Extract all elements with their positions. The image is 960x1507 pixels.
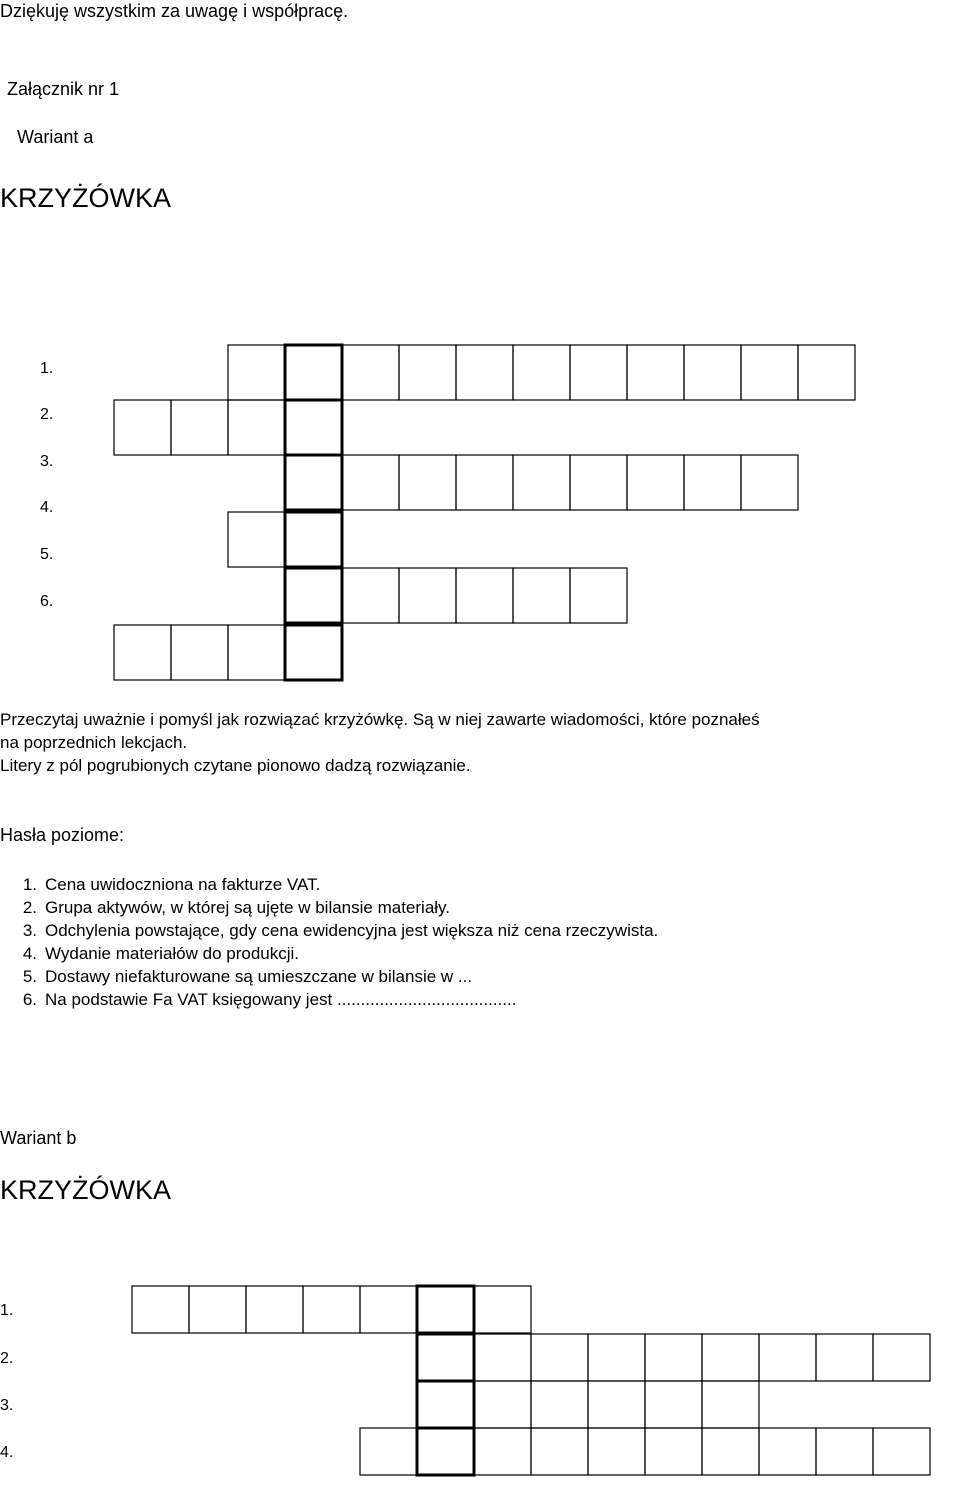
crossword-solution-cell[interactable] [285, 512, 342, 567]
crossword-cell[interactable] [171, 625, 228, 680]
clue-item [0, 919, 960, 942]
crossword-cell[interactable] [645, 1428, 702, 1475]
crossword-cell[interactable] [588, 1381, 645, 1428]
variant-a-row-number: 4. [40, 499, 54, 516]
variant-a-heading: KRZYŻÓWKA [0, 183, 172, 213]
crossword-cell[interactable] [513, 345, 570, 400]
clue-number: 2. [22, 898, 37, 917]
crossword-cell[interactable] [702, 1334, 759, 1381]
variant-b-heading: KRZYŻÓWKA [0, 1175, 172, 1205]
crossword-cell[interactable] [513, 568, 570, 623]
clue-text: Wydanie materiałów do produkcji. [45, 944, 300, 963]
clues-heading: Hasła poziome: [0, 825, 125, 845]
crossword-cell[interactable] [741, 455, 798, 510]
clue-text: Cena uwidoczniona na fakturze VAT. [45, 875, 321, 894]
variant-a-row-number: 3. [40, 453, 54, 470]
crossword-cell[interactable] [570, 345, 627, 400]
clue-number: 3. [22, 921, 37, 940]
variant-b-row-number: 4. [0, 1444, 14, 1461]
crossword-cell[interactable] [474, 1286, 531, 1333]
variant-a-row-number: 2. [40, 406, 54, 423]
crossword-cell[interactable] [873, 1334, 930, 1381]
thanks-text: Dziękuję wszystkim za uwagę i współpracę. [0, 1, 349, 21]
crossword-solution-cell[interactable] [417, 1428, 474, 1475]
clue-list [0, 873, 960, 1011]
crossword-solution-cell[interactable] [285, 400, 342, 455]
instructions-line-2: na poprzednich lekcjach. [0, 733, 188, 752]
crossword-cell[interactable] [342, 455, 399, 510]
variant-a-row-number: 1. [40, 360, 54, 377]
crossword-cell[interactable] [873, 1428, 930, 1475]
crossword-cell[interactable] [645, 1334, 702, 1381]
clue-item [0, 988, 960, 1011]
crossword-cell[interactable] [360, 1286, 417, 1333]
clue-number: 1. [22, 875, 37, 894]
crossword-solution-cell[interactable] [285, 455, 342, 510]
crossword-solution-cell[interactable] [417, 1381, 474, 1428]
clue-item [0, 896, 960, 919]
variant-b-row-number: 1. [0, 1302, 14, 1319]
crossword-solution-cell[interactable] [417, 1286, 474, 1333]
crossword-solution-cell[interactable] [285, 568, 342, 623]
crossword-cell[interactable] [759, 1334, 816, 1381]
crossword-cell[interactable] [513, 455, 570, 510]
appendix-label: Załącznik nr 1 [7, 79, 120, 99]
crossword-cell[interactable] [627, 455, 684, 510]
crossword-cell[interactable] [570, 568, 627, 623]
crossword-grid-variant-a [114, 345, 855, 680]
clue-text: Dostawy niefakturowane są umieszczane w bilansie w ... [45, 967, 473, 986]
variant-b-row-number: 3. [0, 1397, 14, 1414]
crossword-cell[interactable] [342, 345, 399, 400]
crossword-cell[interactable] [246, 1286, 303, 1333]
instructions-line-1: Przeczytaj uważnie i pomyśl jak rozwiązać krzyżówkę. Są w niej zawarte wiadomości, które poznałeś [0, 710, 760, 729]
crossword-cell[interactable] [531, 1428, 588, 1475]
crossword-cell[interactable] [399, 455, 456, 510]
crossword-cell[interactable] [189, 1286, 246, 1333]
crossword-cell[interactable] [399, 568, 456, 623]
crossword-cell[interactable] [303, 1286, 360, 1333]
instructions [0, 708, 960, 777]
crossword-cell[interactable] [684, 345, 741, 400]
crossword-cell[interactable] [474, 1381, 531, 1428]
crossword-solution-cell[interactable] [285, 345, 342, 400]
crossword-cell[interactable] [798, 345, 855, 400]
crossword-cell[interactable] [132, 1286, 189, 1333]
variant-b-row-number: 2. [0, 1350, 14, 1367]
crossword-cell[interactable] [531, 1381, 588, 1428]
crossword-cell[interactable] [360, 1428, 417, 1475]
crossword-cell[interactable] [588, 1334, 645, 1381]
clue-text: Odchylenia powstające, gdy cena ewidencyjna jest większa niż cena rzeczywista. [45, 921, 659, 940]
crossword-cell[interactable] [456, 455, 513, 510]
crossword-cell[interactable] [759, 1428, 816, 1475]
crossword-cell[interactable] [228, 400, 285, 455]
crossword-solution-cell[interactable] [417, 1334, 474, 1381]
crossword-cell[interactable] [171, 400, 228, 455]
crossword-cell[interactable] [741, 345, 798, 400]
instructions-line-3: Litery z pól pogrubionych czytane pionowo dadzą rozwiązanie. [0, 756, 471, 775]
crossword-cell[interactable] [816, 1428, 873, 1475]
crossword-cell[interactable] [456, 345, 513, 400]
crossword-cell[interactable] [228, 345, 285, 400]
crossword-cell[interactable] [114, 625, 171, 680]
crossword-solution-cell[interactable] [285, 625, 342, 680]
crossword-cell[interactable] [702, 1381, 759, 1428]
crossword-cell[interactable] [627, 345, 684, 400]
clue-number: 5. [22, 967, 37, 986]
crossword-cell[interactable] [228, 512, 285, 567]
crossword-cell[interactable] [645, 1381, 702, 1428]
crossword-cell[interactable] [474, 1334, 531, 1381]
variant-b-label: Wariant b [0, 1128, 77, 1148]
clue-number: 6. [22, 990, 37, 1009]
crossword-grid-variant-b [132, 1286, 930, 1475]
variant-a-label: Wariant a [17, 127, 94, 147]
crossword-cell[interactable] [342, 568, 399, 623]
crossword-cell[interactable] [228, 625, 285, 680]
clue-item [0, 965, 960, 988]
variant-a-row-number: 6. [40, 593, 54, 610]
crossword-cell[interactable] [816, 1334, 873, 1381]
crossword-cell[interactable] [114, 400, 171, 455]
variant-a-row-number: 5. [40, 546, 54, 563]
crossword-cell[interactable] [456, 568, 513, 623]
crossword-cell[interactable] [474, 1428, 531, 1475]
crossword-cell[interactable] [588, 1428, 645, 1475]
crossword-cell[interactable] [684, 455, 741, 510]
crossword-cell[interactable] [570, 455, 627, 510]
crossword-cell[interactable] [702, 1428, 759, 1475]
clue-item [0, 942, 960, 965]
clue-number: 4. [22, 944, 37, 963]
crossword-cell[interactable] [531, 1334, 588, 1381]
clue-text: Grupa aktywów, w której są ujęte w bilansie materiały. [45, 898, 451, 917]
clue-item [0, 873, 960, 896]
clue-text: Na podstawie Fa VAT księgowany jest ...................................... [45, 990, 517, 1009]
crossword-cell[interactable] [399, 345, 456, 400]
